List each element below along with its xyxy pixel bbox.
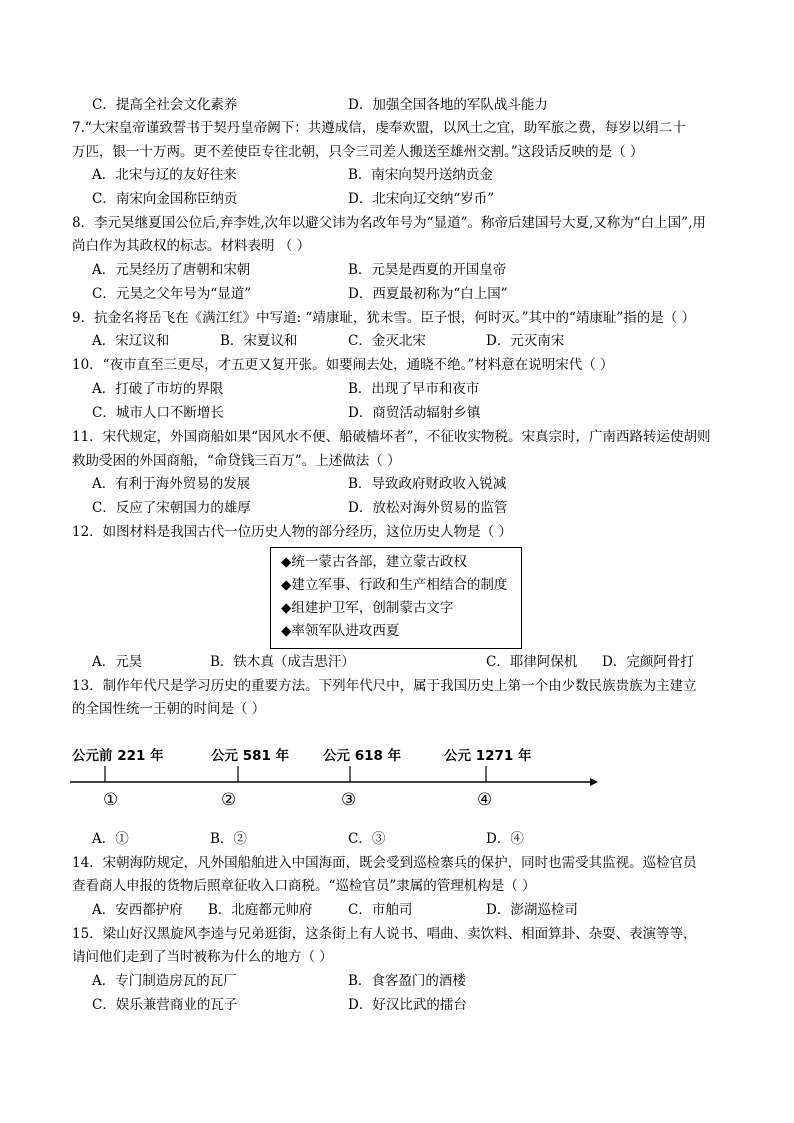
q13-timeline (70, 738, 610, 818)
q15-option-b: B．食客盈门的酒楼 (348, 973, 466, 989)
q10-option-d: D．商贸活动辐射乡镇 (348, 405, 481, 421)
q12-option-c: C．耶律阿保机 (486, 654, 578, 670)
q15-option-c: C．娱乐兼营商业的瓦子 (92, 997, 238, 1013)
q12-option-d: D．完颜阿骨打 (602, 654, 694, 670)
timeline-label: 公元 581 年 (211, 748, 290, 764)
q8-option-b: B．元昊是西夏的开国皇帝 (348, 262, 507, 278)
q8-stem-line1: 8．李元昊继夏国公位后,弃李姓,次年以避父讳为名改年号为“显道”。称帝后建国号大夏,又称为“白上国”,用 (72, 215, 706, 231)
q7-option-b: B．南宋向契丹送纳贡金 (348, 167, 493, 183)
q15-stem-line1: 15．梁山好汉黑旋风李逵与兄弟逛街，这条街上有人说书、唱曲、卖饮料、相面算卦、杂耍、表演等等， (72, 926, 697, 942)
q10-option-c: C．城市人口不断增长 (92, 405, 224, 421)
timeline-arrow-icon (590, 778, 598, 786)
q6-option-d: D．加强全国各地的军队战斗能力 (348, 97, 548, 113)
q12-material-box (270, 547, 522, 649)
q8-option-a: A．元昊经历了唐朝和宋朝 (92, 262, 251, 278)
q10-option-b: B．出现了早市和夜市 (348, 381, 480, 397)
timeline-label: 公元 618 年 (323, 748, 402, 764)
q12-box-item: ◆统一蒙古各部，建立蒙古政权 (281, 554, 467, 570)
q13-option-b: B．② (210, 831, 247, 847)
q7-stem-line1: 7.“大宋皇帝谨致誓书于契丹皇帝阙下：共遵成信，虔奉欢盟，以风土之宜，助军旅之费，每岁以绢二十 (72, 120, 686, 136)
q14-stem-line1: 14．宋朝海防规定，凡外国船舶进入中国海面，既会受到巡检寨兵的保护，同时也需受其监视。巡检官员 (72, 855, 697, 871)
q11-option-d: D．放松对海外贸易的监管 (348, 500, 508, 516)
q14-option-c: C．市舶司 (348, 902, 413, 918)
q7-stem-line2: 万匹，银一十万两。更不差使臣专往北朝，只令三司差人搬送至雄州交割。”这段话反映的是（ ） (72, 144, 644, 160)
q8-option-c: C．元昊之父年号为“显道” (92, 286, 252, 302)
q7-option-d: D．北宋向辽交纳“岁币” (348, 191, 495, 207)
q12-box-item: ◆组建护卫军，创制蒙古文字 (281, 600, 454, 616)
q11-option-a: A．有利于海外贸易的发展 (92, 476, 251, 492)
q14-stem-line2: 查看商人申报的货物后照章征收入口商税。“巡检官员”隶属的管理机构是（ ） (72, 878, 536, 894)
timeline-mark: ④ (477, 790, 493, 810)
q13-option-a: A．① (92, 831, 129, 847)
timeline-label: 公元前 221 年 (72, 748, 164, 764)
q11-option-c: C．反应了宋朝国力的雄厚 (92, 500, 251, 516)
q11-stem-line1: 11．宋代规定，外国商船如果“因风水不便、船破樯坏者”，不征收实物税。宋真宗时，广南西路转运使胡则 (72, 429, 711, 445)
q9-option-b: B．宋夏议和 (220, 333, 298, 349)
q15-option-d: D．好汉比武的擂台 (348, 997, 467, 1013)
q12-box-item: ◆建立军事、行政和生产相结合的制度 (281, 577, 508, 593)
q15-option-a: A．专门制造房瓦的瓦厂 (92, 973, 237, 989)
timeline-mark: ② (221, 790, 237, 810)
q13-stem-line1: 13．制作年代尺是学习历史的重要方法。下列年代尺中，属于我国历史上第一个由少数民族贵族为主建立 (72, 678, 697, 694)
q12-option-b: B．铁木真（成吉思汗） (210, 654, 355, 670)
q11-stem-line2: 救助受困的外国商船，“命贷钱三百万”。上述做法（ ） (72, 453, 401, 469)
q11-option-b: B．导致政府财政收入锐减 (348, 476, 507, 492)
q9-option-d: D．元灭南宋 (486, 333, 565, 349)
q12-stem-line1: 12．如图材料是我国古代一位历史人物的部分经历，这位历史人物是（ ） (72, 524, 512, 540)
q10-stem-line1: 10．“夜市直至三更尽，才五更又复开张。如要闹去处，通晓不绝。”材料意在说明宋代（ ） (72, 357, 614, 373)
q14-option-a: A．安西都护府 (92, 902, 183, 918)
q15-stem-line2: 请问他们走到了当时被称为什么的地方（ ） (72, 949, 333, 965)
q9-stem-line1: 9．抗金名将岳飞在《满江红》中写道: “靖康耻，犹未雪。臣子恨，何时灭。”其中的“靖康耻”指的是（ ） (72, 310, 696, 326)
timeline-mark: ① (103, 790, 119, 810)
q9-option-c: C．金灭北宋 (348, 333, 426, 349)
timeline-label: 公元 1271 年 (444, 748, 532, 764)
q6-option-c: C．提高全社会文化素养 (92, 97, 238, 113)
q13-stem-line2: 的全国性统一王朝的时间是（ ） (72, 701, 266, 717)
q12-option-a: A．元昊 (92, 654, 143, 670)
q8-stem-line2: 尚白作为其政权的标志。材料表明 （ ） (72, 238, 311, 254)
q12-box-item: ◆率领军队进攻西夏 (281, 623, 400, 639)
q9-option-a: A．宋辽议和 (92, 333, 170, 349)
q7-option-c: C．南宋向金国称臣纳贡 (92, 191, 238, 207)
q8-option-d: D．西夏最初称为“白上国” (348, 286, 508, 302)
q13-option-d: D．④ (486, 831, 524, 847)
timeline-mark: ③ (341, 790, 357, 810)
q10-option-a: A．打破了市坊的界限 (92, 381, 224, 397)
q14-option-b: B．北庭都元帅府 (208, 902, 313, 918)
q14-option-d: D．澎湖巡检司 (486, 902, 578, 918)
q13-option-c: C．③ (348, 831, 386, 847)
q7-option-a: A．北宋与辽的友好往来 (92, 167, 237, 183)
